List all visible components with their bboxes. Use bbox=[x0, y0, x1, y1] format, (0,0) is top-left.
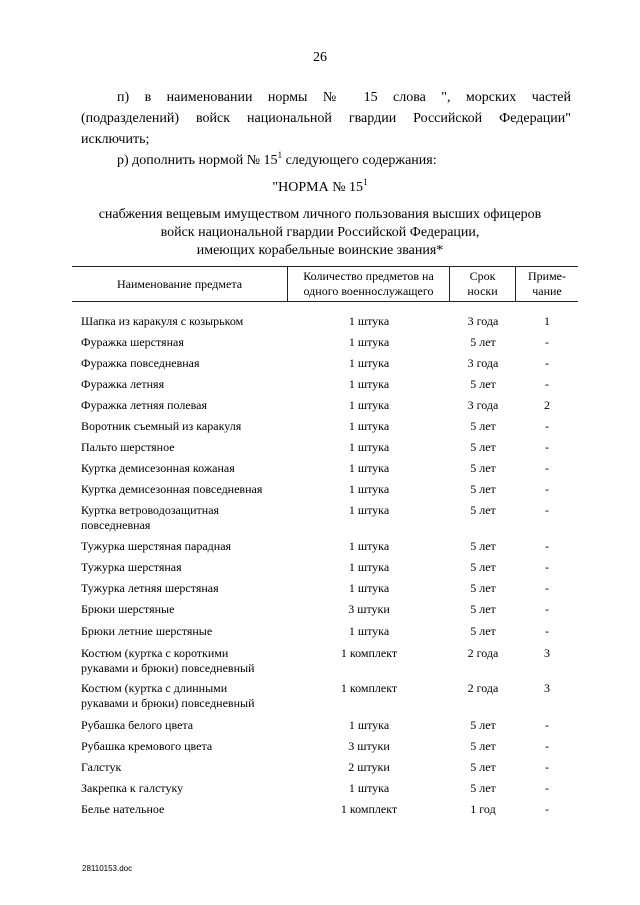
row-term: 5 лет bbox=[470, 581, 496, 595]
row-quantity: 1 штука bbox=[348, 398, 390, 412]
row-note: - bbox=[545, 802, 549, 816]
header-note-line1: Приме- bbox=[527, 269, 566, 283]
row-quantity: 1 штука bbox=[348, 377, 390, 391]
row-quantity: 1 комплект bbox=[340, 681, 398, 695]
row-name bbox=[81, 681, 291, 711]
header-quantity-line2: одного военнослужащего bbox=[303, 284, 434, 298]
row-name: Фуражка летняя bbox=[81, 377, 165, 391]
paragraph-p-line3: исключить; bbox=[81, 132, 150, 147]
row-name: Пальто шерстяное bbox=[81, 440, 175, 454]
paragraph-r-superscript: 1 bbox=[277, 150, 283, 160]
row-note: - bbox=[545, 356, 549, 370]
row-quantity: 1 штука bbox=[348, 461, 390, 475]
row-note: 2 bbox=[544, 398, 550, 412]
row-name-line1: Костюм (куртка с короткими bbox=[81, 646, 229, 660]
footer-filename: 28110153.doc bbox=[82, 864, 133, 873]
row-name-line2: повседневная bbox=[81, 518, 151, 532]
row-note: - bbox=[545, 335, 549, 349]
row-quantity: 1 штука bbox=[348, 335, 390, 349]
row-note: - bbox=[545, 539, 549, 553]
row-note: 3 bbox=[544, 681, 550, 695]
row-quantity: 1 штука bbox=[348, 314, 390, 328]
header-term-line1: Срок bbox=[469, 269, 496, 283]
row-term: 5 лет bbox=[470, 377, 496, 391]
row-name: Куртка демисезонная повседневная bbox=[81, 482, 263, 496]
row-term: 3 года bbox=[467, 356, 499, 370]
row-term: 2 года bbox=[467, 646, 499, 660]
row-note: - bbox=[545, 602, 549, 616]
row-name: Рубашка кремового цвета bbox=[81, 739, 213, 753]
row-name: Тужурка шерстяная bbox=[81, 560, 182, 574]
row-note: - bbox=[545, 560, 549, 574]
row-note: - bbox=[545, 419, 549, 433]
row-term: 3 года bbox=[467, 314, 499, 328]
page-number: 26 bbox=[313, 50, 327, 65]
row-quantity: 1 штука bbox=[348, 440, 390, 454]
row-quantity: 1 штука bbox=[348, 560, 390, 574]
norm-title-text: "НОРМА № 15 bbox=[272, 180, 364, 195]
norm-title bbox=[0, 177, 640, 196]
row-name-line2: рукавами и брюки) повседневный bbox=[81, 661, 255, 675]
row-quantity: 1 штука bbox=[348, 356, 390, 370]
row-name: Тужурка летняя шерстяная bbox=[81, 581, 219, 595]
row-name: Тужурка шерстяная парадная bbox=[81, 539, 232, 553]
row-note: - bbox=[545, 503, 549, 517]
row-term: 5 лет bbox=[470, 560, 496, 574]
row-name-line2: рукавами и брюки) повседневный bbox=[81, 696, 255, 710]
row-quantity: 1 комплект bbox=[340, 802, 398, 816]
norm-title-superscript: 1 bbox=[363, 177, 368, 187]
paragraph-r bbox=[81, 150, 571, 171]
row-name: Брюки шерстяные bbox=[81, 602, 175, 616]
row-term: 5 лет bbox=[470, 539, 496, 553]
row-term: 5 лет bbox=[470, 503, 496, 517]
row-quantity: 1 штука bbox=[348, 581, 390, 595]
row-quantity: 1 штука bbox=[348, 624, 390, 638]
row-term: 5 лет bbox=[470, 739, 496, 753]
subtitle-line2: войск национальной гвардии Российской Федерации, bbox=[160, 225, 480, 240]
row-term: 5 лет bbox=[470, 440, 496, 454]
row-term: 5 лет bbox=[470, 781, 496, 795]
row-term: 3 года bbox=[467, 398, 499, 412]
row-term: 5 лет bbox=[470, 760, 496, 774]
row-name: Фуражка повседневная bbox=[81, 356, 200, 370]
header-note-line2: чание bbox=[532, 284, 562, 298]
header-name bbox=[72, 267, 288, 301]
row-term: 1 год bbox=[470, 802, 496, 816]
row-quantity: 1 штука bbox=[348, 503, 390, 517]
paragraph-r-text-after: следующего содержания: bbox=[282, 153, 437, 168]
row-term: 5 лет bbox=[470, 718, 496, 732]
row-quantity: 1 штука bbox=[348, 718, 390, 732]
row-term: 5 лет bbox=[470, 482, 496, 496]
row-quantity: 1 штука bbox=[348, 781, 390, 795]
row-note: - bbox=[545, 461, 549, 475]
row-quantity: 1 штука bbox=[348, 419, 390, 433]
row-name-line1: Костюм (куртка с длинными bbox=[81, 681, 228, 695]
row-name: Галстук bbox=[81, 760, 122, 774]
paragraph-p-line1-text: п) в наименовании нормы № 15 слова ", морских частей bbox=[117, 90, 571, 105]
row-name: Шапка из каракуля с козырьком bbox=[81, 314, 244, 328]
row-note: - bbox=[545, 760, 549, 774]
header-quantity bbox=[288, 267, 450, 301]
paragraph-p-line2: (подразделений) войск национальной гвардии Российской Федерации" bbox=[81, 111, 571, 126]
row-name: Закрепка к галстуку bbox=[81, 781, 184, 795]
row-term: 5 лет bbox=[470, 602, 496, 616]
row-note: - bbox=[545, 718, 549, 732]
row-note: - bbox=[545, 781, 549, 795]
row-quantity: 1 штука bbox=[348, 539, 390, 553]
row-name: Фуражка летняя полевая bbox=[81, 398, 208, 412]
subtitle-line1: снабжения вещевым имуществом личного пользования высших офицеров bbox=[98, 207, 542, 222]
paragraph-r-text: р) дополнить нормой № 15 bbox=[117, 153, 278, 168]
row-note: - bbox=[545, 440, 549, 454]
row-note: 1 bbox=[544, 314, 550, 328]
row-quantity: 1 комплект bbox=[340, 646, 398, 660]
row-term: 5 лет bbox=[470, 419, 496, 433]
row-note: - bbox=[545, 581, 549, 595]
row-name: Белье нательное bbox=[81, 802, 165, 816]
subtitle-line3: имеющих корабельные воинские звания* bbox=[196, 243, 444, 258]
row-note: - bbox=[545, 377, 549, 391]
row-term: 5 лет bbox=[470, 461, 496, 475]
row-name-line1: Куртка ветроводозащитная bbox=[81, 503, 220, 517]
row-quantity: 3 штуки bbox=[348, 739, 390, 753]
row-name bbox=[81, 503, 291, 533]
row-name bbox=[81, 646, 291, 676]
row-name: Воротник съемный из каракуля bbox=[81, 419, 242, 433]
header-name-label: Наименование предмета bbox=[116, 276, 243, 291]
row-name: Брюки летние шерстяные bbox=[81, 624, 213, 638]
row-quantity: 2 штуки bbox=[348, 760, 390, 774]
row-quantity: 3 штуки bbox=[348, 602, 390, 616]
header-term bbox=[450, 267, 516, 301]
row-term: 5 лет bbox=[470, 335, 496, 349]
row-name: Фуражка шерстяная bbox=[81, 335, 184, 349]
header-term-line2: носки bbox=[467, 284, 498, 298]
table-header bbox=[72, 266, 578, 302]
row-name: Рубашка белого цвета bbox=[81, 718, 194, 732]
row-note: - bbox=[545, 482, 549, 496]
header-note bbox=[516, 267, 578, 301]
row-quantity: 1 штука bbox=[348, 482, 390, 496]
row-name: Куртка демисезонная кожаная bbox=[81, 461, 235, 475]
row-note: - bbox=[545, 624, 549, 638]
header-quantity-line1: Количество предметов на bbox=[303, 269, 434, 283]
row-note: - bbox=[545, 739, 549, 753]
row-term: 5 лет bbox=[470, 624, 496, 638]
paragraph-p-line1 bbox=[81, 87, 571, 108]
norm-subtitle bbox=[60, 206, 580, 260]
row-note: 3 bbox=[544, 646, 550, 660]
row-term: 2 года bbox=[467, 681, 499, 695]
